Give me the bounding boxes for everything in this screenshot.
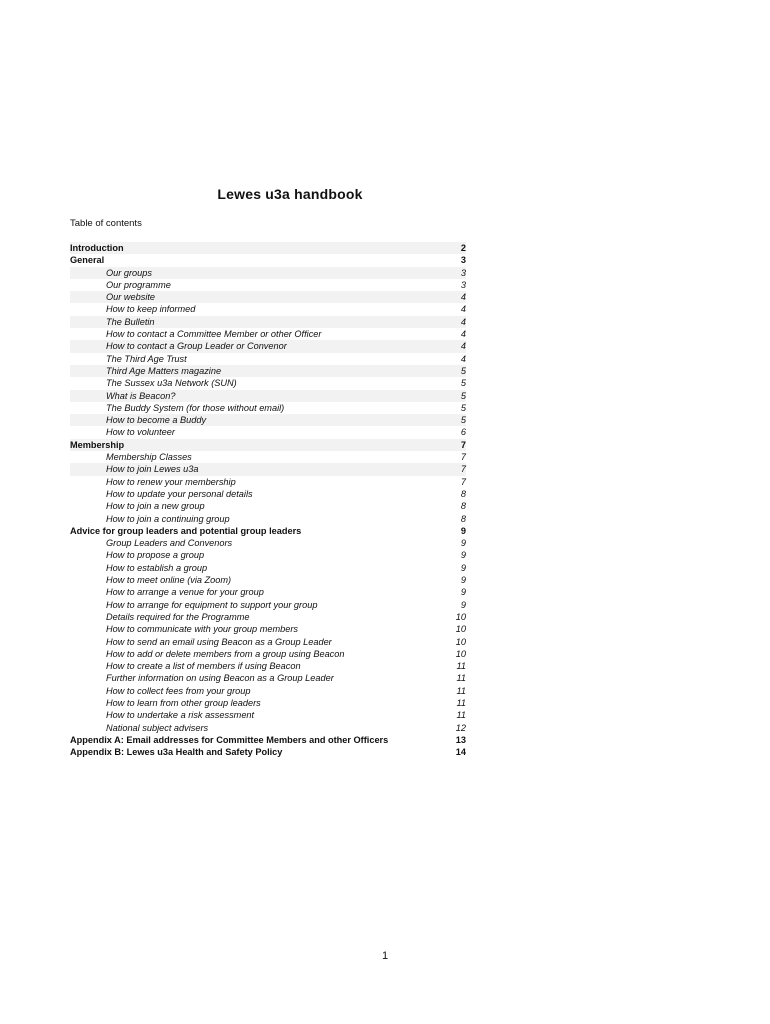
toc-entry-title: What is Beacon? — [106, 390, 176, 401]
toc-entry-title: How to arrange for equipment to support your group — [106, 599, 318, 610]
toc-entry-title: Membership — [70, 439, 125, 450]
toc-entry-title: Introduction — [70, 243, 124, 253]
toc-entry-page: 11 — [456, 710, 466, 721]
toc-entry[interactable] — [70, 648, 466, 660]
toc-entry-title: How to arrange a venue for your group — [106, 587, 264, 598]
toc-entry-page: 3 — [460, 279, 466, 290]
toc-entry-page: 7 — [460, 439, 466, 450]
toc-entry-title: How to join a continuing group — [106, 513, 230, 524]
toc-entry-title: General — [70, 255, 105, 266]
toc-entry[interactable] — [70, 586, 466, 598]
toc-entry[interactable] — [70, 451, 466, 463]
toc-entry-title: National subject advisers — [106, 722, 209, 733]
toc-entry-title: How to establish a group — [106, 562, 208, 573]
toc-entry[interactable] — [70, 697, 466, 709]
toc-entry[interactable] — [70, 476, 466, 488]
toc-entry[interactable] — [70, 402, 466, 414]
toc-entry-title: Details required for the Programme — [106, 611, 250, 622]
toc-entry-title: The Third Age Trust — [106, 353, 187, 364]
toc-entry-page: 2 — [460, 243, 466, 253]
toc-entry[interactable] — [70, 734, 466, 746]
toc-entry-page: 10 — [455, 611, 466, 622]
toc-entry-page: 8 — [460, 488, 466, 499]
toc-entry-title: How to learn from other group leaders — [106, 697, 261, 708]
toc-entry-title: How to create a list of members if using Beacon — [106, 661, 301, 672]
toc-entry[interactable] — [70, 328, 466, 340]
toc-entry-page: 4 — [460, 353, 466, 364]
toc-entry-title: How to contact a Group Leader or Convenor — [106, 341, 287, 352]
page-number: 1 — [381, 950, 389, 962]
toc-entry-page: 6 — [460, 427, 466, 438]
toc-entry-page: 9 — [460, 550, 466, 561]
toc-entry[interactable] — [70, 599, 466, 611]
toc-entry-page: 11 — [456, 661, 466, 672]
toc-entry-title: How to add or delete members from a group using Beacon — [106, 648, 345, 659]
toc-entry-page: 5 — [460, 402, 466, 413]
toc-entry-title: The Bulletin — [106, 316, 155, 327]
toc-entry-page: 11 — [456, 697, 466, 708]
toc-entry-page: 4 — [460, 341, 466, 352]
toc-entry-page: 5 — [460, 365, 466, 376]
toc-entry[interactable] — [70, 660, 466, 672]
toc-entry-title: How to collect fees from your group — [106, 685, 251, 696]
toc-entry-page: 11 — [456, 673, 466, 684]
toc-entry-page: 5 — [460, 415, 466, 426]
toc-entry-page: 9 — [460, 538, 466, 549]
toc-entry-title: How to send an email using Beacon as a Group Leader — [106, 636, 332, 647]
toc-entry[interactable] — [70, 365, 466, 377]
toc-entry-title: Advice for group leaders and potential group leaders — [70, 525, 302, 536]
toc-entry-title: Appendix B: Lewes u3a Health and Safety Policy — [70, 747, 283, 758]
toc-entry[interactable] — [70, 353, 466, 365]
toc-entry[interactable] — [70, 303, 466, 315]
toc-entry[interactable] — [70, 463, 466, 475]
toc-entry-page: 9 — [460, 587, 466, 598]
toc-entry-page: 7 — [460, 464, 466, 475]
toc-entry[interactable] — [70, 623, 466, 635]
toc-entry[interactable] — [70, 685, 466, 697]
toc-entry-title: How to contact a Committee Member or other Officer — [106, 329, 322, 340]
toc-entry[interactable] — [70, 242, 466, 254]
toc-entry-page: 7 — [460, 452, 466, 463]
toc-entry-title: How to renew your membership — [106, 476, 236, 487]
toc-entry[interactable] — [70, 746, 466, 758]
toc-entry[interactable] — [70, 636, 466, 648]
toc-entry-title: How to propose a group — [106, 550, 205, 561]
toc-entry[interactable] — [70, 500, 466, 512]
toc-entry-title: How to meet online (via Zoom) — [106, 575, 232, 586]
toc-entry-page: 9 — [460, 599, 466, 610]
toc-entry-title: How to volunteer — [106, 427, 175, 438]
toc-entry[interactable] — [70, 439, 466, 451]
toc-entry[interactable] — [70, 291, 466, 303]
toc-entry-title: Appendix A: Email addresses for Committee Members and other Officers — [70, 734, 389, 745]
toc-entry[interactable] — [70, 537, 466, 549]
toc-entry[interactable] — [70, 340, 466, 352]
toc-entry-page: 10 — [455, 624, 466, 635]
toc-entry[interactable] — [70, 672, 466, 684]
toc-entry-page: 3 — [460, 255, 466, 266]
toc-entry-page: 10 — [455, 636, 466, 647]
toc-entry[interactable] — [70, 513, 466, 525]
toc-entry[interactable] — [70, 549, 466, 561]
toc-entry-page: 8 — [460, 513, 466, 524]
toc-entry-page: 4 — [460, 329, 466, 340]
toc-entry-page: 8 — [460, 501, 466, 512]
toc-entry-title: Membership Classes — [106, 452, 192, 463]
toc-entry-page: 5 — [460, 378, 466, 389]
toc-entry[interactable] — [70, 414, 466, 426]
toc-entry[interactable] — [70, 525, 466, 537]
toc-entry[interactable] — [70, 377, 466, 389]
table-of-contents — [70, 242, 466, 758]
toc-entry-page: 7 — [460, 476, 466, 487]
toc-entry-title: How to undertake a risk assessment — [106, 710, 255, 721]
toc-entry-page: 13 — [455, 734, 466, 745]
toc-heading: Table of contents — [70, 218, 142, 229]
toc-entry-page: 3 — [460, 267, 466, 278]
toc-entry-title: The Sussex u3a Network (SUN) — [106, 378, 237, 389]
toc-entry-title: The Buddy System (for those without email) — [106, 402, 285, 413]
toc-entry-page: 10 — [455, 648, 466, 659]
toc-entry-title: How to update your personal details — [106, 488, 253, 499]
toc-entry[interactable] — [70, 722, 466, 734]
toc-entry[interactable] — [70, 254, 466, 266]
toc-entry[interactable] — [70, 390, 466, 402]
toc-entry[interactable] — [70, 279, 466, 291]
toc-entry[interactable] — [70, 267, 466, 279]
document-title: Lewes u3a handbook — [217, 186, 363, 202]
toc-entry[interactable] — [70, 488, 466, 500]
toc-entry-title: Our website — [106, 292, 156, 303]
toc-entry-title: How to keep informed — [106, 304, 196, 315]
toc-entry-page: 4 — [460, 304, 466, 315]
toc-entry[interactable] — [70, 562, 466, 574]
toc-entry[interactable] — [70, 611, 466, 623]
toc-entry-title: How to join a new group — [106, 501, 205, 512]
toc-entry-title: How to become a Buddy — [106, 415, 207, 426]
toc-entry-title: Third Age Matters magazine — [106, 365, 222, 376]
toc-entry[interactable] — [70, 426, 466, 438]
toc-entry-page: 4 — [460, 316, 466, 327]
toc-entry[interactable] — [70, 316, 466, 328]
toc-entry-title: Our groups — [106, 267, 152, 278]
toc-entry[interactable] — [70, 574, 466, 586]
toc-entry-title: Further information on using Beacon as a Group Leader — [106, 673, 334, 684]
toc-entry-page: 9 — [460, 575, 466, 586]
toc-entry-page: 9 — [460, 562, 466, 573]
toc-entry-title: How to communicate with your group members — [106, 624, 298, 635]
toc-entry-page: 12 — [455, 722, 466, 733]
toc-entry[interactable] — [70, 709, 466, 721]
toc-entry-page: 4 — [460, 292, 466, 303]
toc-entry-page: 9 — [460, 525, 466, 536]
toc-entry-page: 11 — [456, 685, 466, 696]
toc-entry-title: Group Leaders and Convenors — [106, 538, 233, 549]
toc-entry-page: 5 — [460, 390, 466, 401]
toc-entry-title: How to join Lewes u3a — [106, 464, 199, 475]
toc-entry-page: 14 — [455, 747, 466, 758]
toc-entry-title: Our programme — [106, 279, 171, 290]
